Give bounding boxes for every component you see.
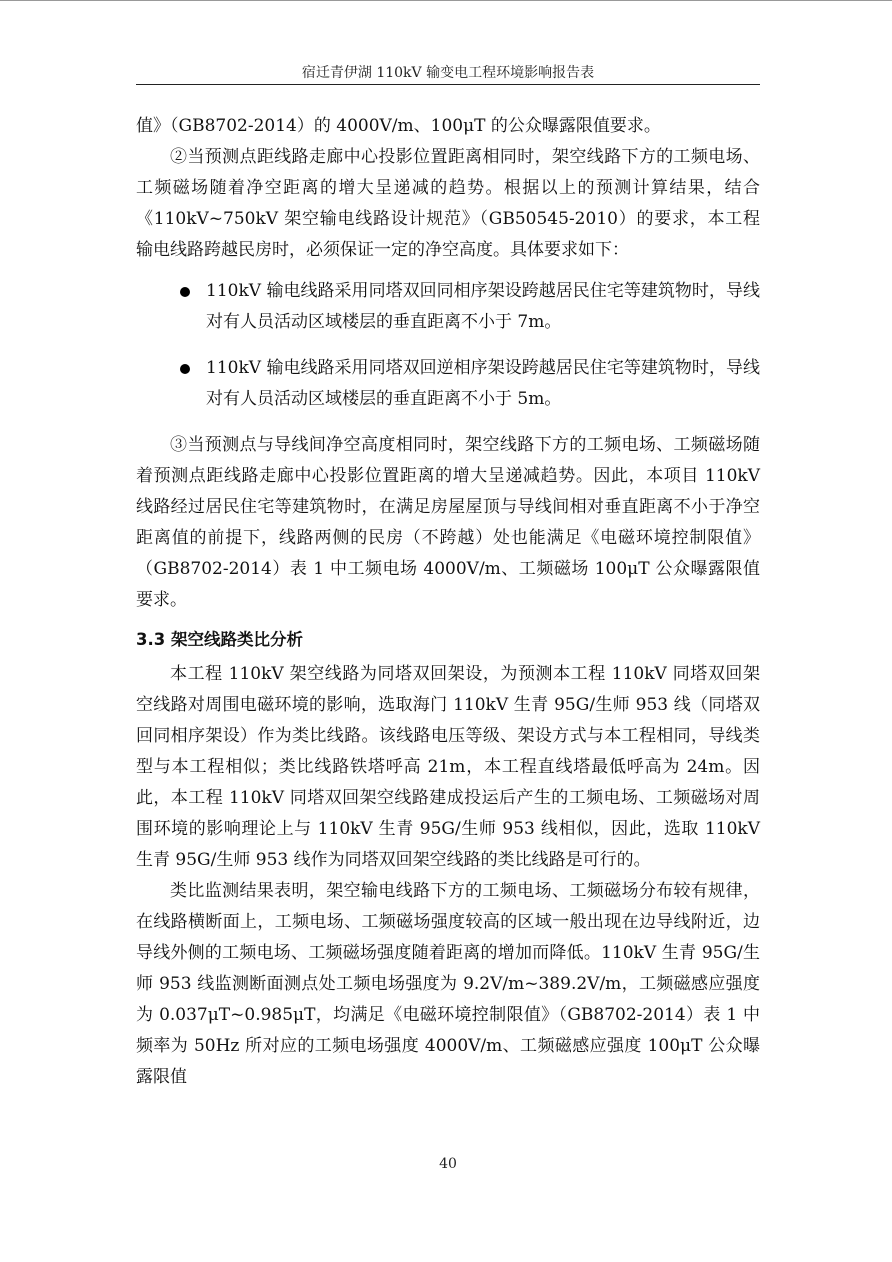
bullet-dot-icon (180, 287, 190, 297)
document-body (136, 111, 760, 1093)
page-top-border (0, 0, 892, 1)
paragraph-clearance-height: ②当预测点距线路走廊中心投影位置距离相同时，架空线路下方的工频电场、工频磁场随着净空距离的增大呈递减的趋势。根据以上的预测计算结果，结合《110kV~750kV 架空输电线路设计规范》（GB50545-2010）的要求，本工程输电线路跨越民房时，必须保证一定的净空高度。具体要求如下： (136, 147, 760, 260)
page-header-title: 宿迁青伊湖 110kV 输变电工程环境影响报告表 (301, 65, 595, 81)
section-heading: 3.3 架空线路类比分析 (136, 630, 303, 649)
paragraph-distance-trend: ③当预测点与导线间净空高度相同时，架空线路下方的工频电场、工频磁场随着预测点距线路走廊中心投影位置距离的增大呈递减趋势。因此，本项目 110kV 线路经过居民住宅等建筑物时，在满足房屋屋顶与导线间相对垂直距离不小于净空距离值的前提下，线路两侧的民房（不跨越）处也能满足《电磁环境控制限值》（GB8702-2014）表 1 中工频电场 4000V/m、工频磁场 100μT 公众曝露限值要求。 (136, 435, 760, 610)
bullet-item-reverse-phase (136, 353, 760, 415)
bullet-item-same-phase (136, 276, 760, 338)
bullet-dot-icon (180, 364, 190, 374)
paragraph-monitoring-results: 类比监测结果表明，架空输电线路下方的工频电场、工频磁场分布较有规律，在线路横断面上，工频电场、工频磁场强度较高的区域一般出现在边导线附近，边导线外侧的工频电场、工频磁场强度随着距离的增加而降低。110kV 生青 95G/生师 953 线监测断面测点处工频电场强度为 9.2V/m~389.2V/m，工频磁感应强度为 0.037μT~0.985μT，均满足《电磁环境控制限值》（GB8702-2014）表 1 中频率为 50Hz 所对应的工频电场强度 4000V/m、工频磁感应强度 100μT 公众曝露限值 (136, 881, 760, 1087)
paragraph-analog-line: 本工程 110kV 架空线路为同塔双回架设，为预测本工程 110kV 同塔双回架空线路对周围电磁环境的影响，选取海门 110kV 生青 95G/生师 953 线（同塔双回同相序架设）作为类比线路。该线路电压等级、架设方式与本工程相同，导线类型与本工程相似；类比线路铁塔呼高 21m，本工程直线塔最低呼高为 24m。因此，本工程 110kV 同塔双回架空线路建成投运后产生的工频电场、工频磁场对周围环境的影响理论上与 110kV 生青 95G/生师 953 线相似，因此，选取 110kV 生青 95G/生师 953 线作为同塔双回架空线路的类比线路是可行的。 (136, 664, 760, 870)
bullet-text: 110kV 输电线路采用同塔双回同相序架设跨越居民住宅等建筑物时，导线对有人员活动区域楼层的垂直距离不小于 7m。 (206, 281, 760, 332)
header-divider (136, 84, 760, 85)
bullet-text: 110kV 输电线路采用同塔双回逆相序架设跨越居民住宅等建筑物时，导线对有人员活动区域楼层的垂直距离不小于 5m。 (206, 358, 760, 409)
paragraph-continuation: 值》（GB8702-2014）的 4000V/m、100μT 的公众曝露限值要求。 (136, 116, 661, 136)
page-number: 40 (439, 1156, 457, 1172)
